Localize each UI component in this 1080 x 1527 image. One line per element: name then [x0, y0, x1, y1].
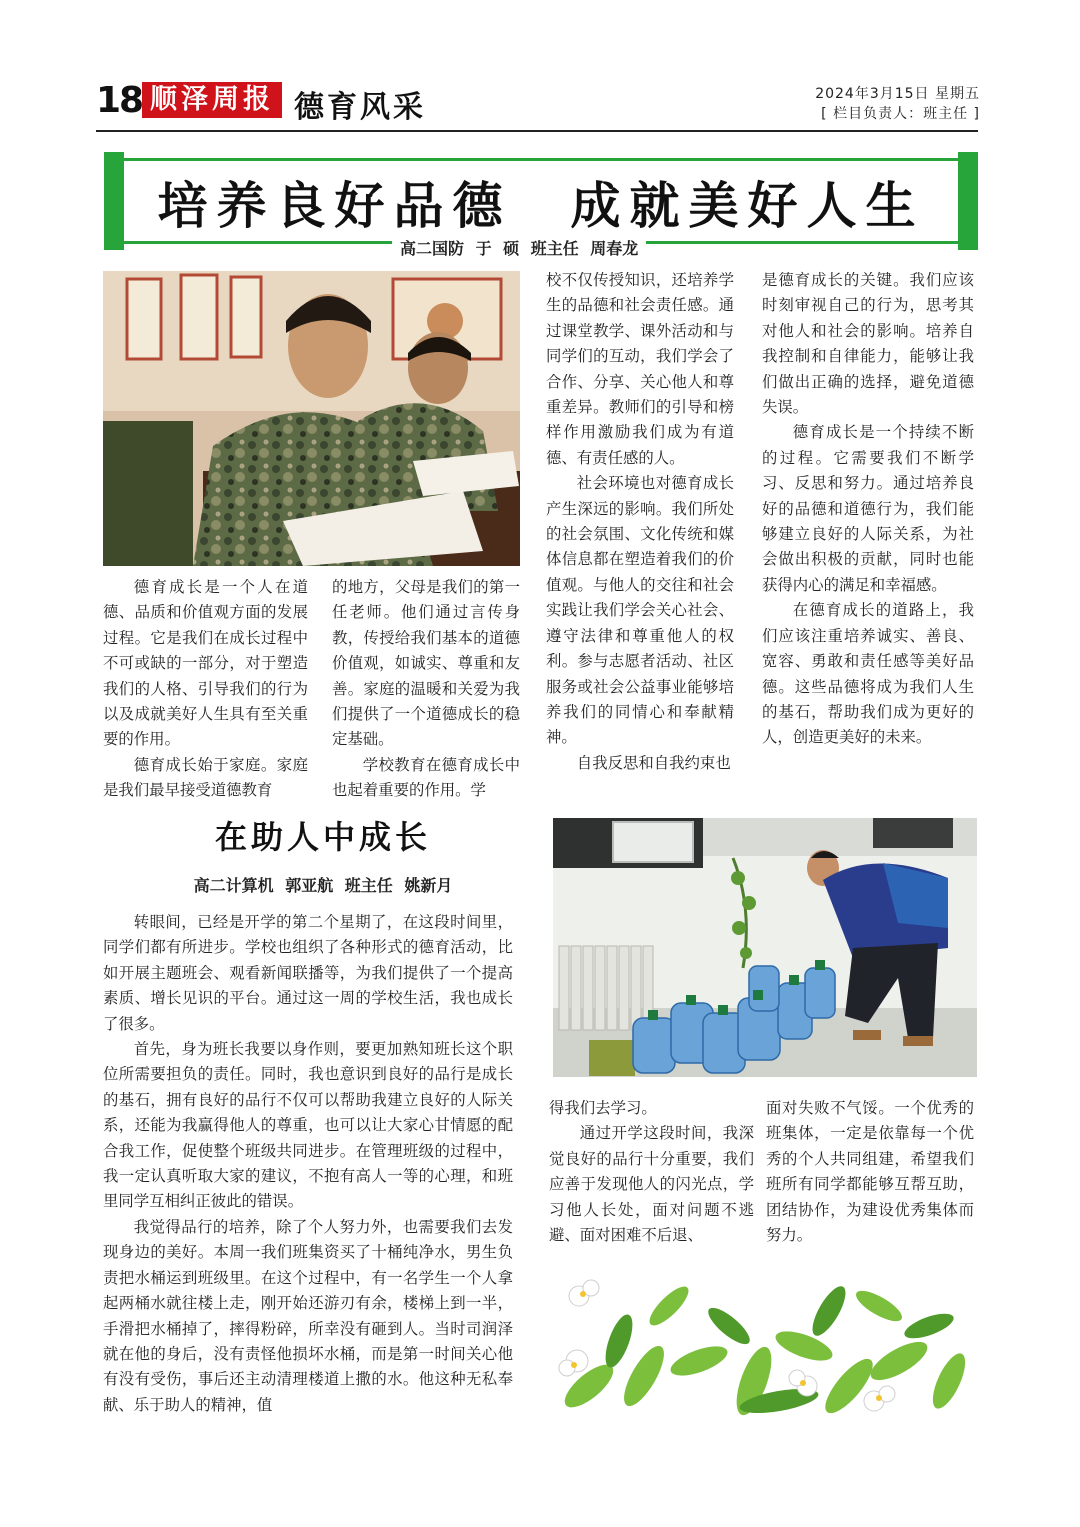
paragraph: 我觉得品行的培养，除了个人努力外，也需要我们去发现身边的美好。本周一我们班集资买了十桶纯净水，男生负责把水桶运到班级里。在这个过程中，有一名学生一个人拿起两桶水就往楼上走，刚开始还游刃有余，楼梯上到一半，手滑把水桶掉了，摔得粉碎，所幸没有砸到人。当时司润泽就在他的身后，没有责怪他损坏水桶，而是第一时间关心他有没有受伤，事后还主动清理楼道上撒的水。他这种无私奉献、乐于助人的精神，值: [103, 1217, 513, 1414]
article2-column-2: [549, 1096, 754, 1248]
paragraph: 德育成长是一个人在道德、品质和价值观方面的发展过程。它是我们在成长过程中不可或缺的一部分，对于塑造我们的人格、引导我们的行为以及成就美好人生具有至关重要的作用。: [103, 578, 308, 749]
article2-title: 在助人中成长: [214, 818, 431, 856]
page-number: 18: [96, 80, 143, 121]
paragraph: 的地方，父母是我们的第一任老师。他们通过言传身教，传授给我们基本的道德价值观，如诚实、尊重和友善。家庭的温暖和关爱为我们提供了一个道德成长的稳定基础。: [332, 578, 520, 749]
article2-byline: 高二计算机 郭亚航 班主任 姚新月: [193, 876, 453, 895]
article1-byline: 高二国防 于 硕 班主任 周春龙: [392, 236, 646, 259]
paragraph: 校不仅传授知识，还培养学生的品德和社会责任感。通过课堂教学、课外活动和与同学们的互动，我们学会了合作、分享、关心他人和尊重差异。教师们的引导和榜样作用激励我们成为有道德、有责任感的人。: [546, 271, 734, 467]
paragraph: 面对失败不气馁。一个优秀的班集体，一定是依靠每一个优秀的个人共同组建，希望我们班所有同学都能够互帮互助，团结协作，为建设优秀集体而努力。: [766, 1099, 974, 1245]
paragraph: 学校教育在德育成长中也起着重要的作用。学: [332, 755, 520, 800]
section-title: 德育风采: [294, 90, 426, 125]
water-bottles-photo: [553, 818, 977, 1077]
header-divider: [96, 130, 978, 132]
article2-column-1: [103, 910, 513, 1418]
column-editor: [ 栏目负责人：班主任 ]: [821, 106, 980, 122]
paragraph: 通过开学这段时间，我深觉良好的品行十分重要，我们应善于发现他人的闪光点，学习他人长处，面对问题不逃避、面对困难不后退、: [549, 1124, 754, 1245]
paragraph: 首先，身为班长我要以身作则，要更加熟知班长这个职位所需要担负的责任。同时，我也意识到良好的品行是成长的基石，拥有良好的品行不仅可以帮助我建立良好的人际关系，还能为我赢得他人的尊重，也可以让大家心甘情愿的配合我工作，促使整个班级共同进步。在管理班级的过程中，我一定认真听取大家的建议，不抱有高人一等的心理，和班里同学互相纠正彼此的错误。: [103, 1040, 513, 1211]
leaves-flowers-decoration: [549, 1266, 977, 1416]
paragraph: 德育成长是一个持续不断的过程。它需要我们不断学习、反思和努力。通过培养良好的品德和道德行为，我们能够建立良好的人际关系，为社会做出积极的贡献，同时也能获得内心的满足和幸福感。: [762, 423, 974, 594]
article1-column-4: [762, 268, 974, 751]
issue-date: 2024年3月15日 星期五: [815, 86, 980, 102]
article1-column-3: [546, 268, 734, 776]
paragraph: 在德育成长的道路上，我们应该注重培养诚实、善良、宽容、勇敢和责任感等美好品德。这些品德将成为我们人生的基石，帮助我们成为更好的人，创造更美好的未来。: [762, 601, 974, 747]
article1-title: 培养良好品德 成就美好人生: [157, 177, 925, 235]
article1-column-1: [103, 575, 308, 804]
newspaper-masthead: 顺泽周报: [142, 82, 282, 118]
paragraph: 德育成长始于家庭。家庭是我们最早接受道德教育: [103, 755, 308, 800]
paragraph: 社会环境也对德育成长产生深远的影响。我们所处的社会氛围、文化传统和媒体信息都在塑造着我们的价值观。与他人的交往和社会实践让我们学会关心社会、遵守法律和尊重他人的权利。参与志愿者活动、社区服务或社会公益事业能够培养我们的同情心和奉献精神。: [546, 474, 734, 747]
paragraph: 转眼间，已经是开学的第二个星期了，在这段时间里，同学们都有所进步。学校也组织了各种形式的德育活动，比如开展主题班会、观看新闻联播等，为我们提供了一个提高素质、增长见识的平台。通过这一周的学校生活，我也成长了很多。: [103, 913, 513, 1033]
paragraph: 是德育成长的关键。我们应该时刻审视自己的行为，思考其对他人和社会的影响。培养自我控制和自律能力，能够让我们做出正确的选择，避免道德失误。: [762, 271, 974, 417]
article1-column-2: [332, 575, 520, 804]
paragraph: 自我反思和自我约束也: [576, 753, 731, 772]
article2-column-3: [766, 1096, 974, 1248]
paragraph: 得我们去学习。: [549, 1099, 657, 1117]
students-reading-photo: [103, 271, 520, 566]
